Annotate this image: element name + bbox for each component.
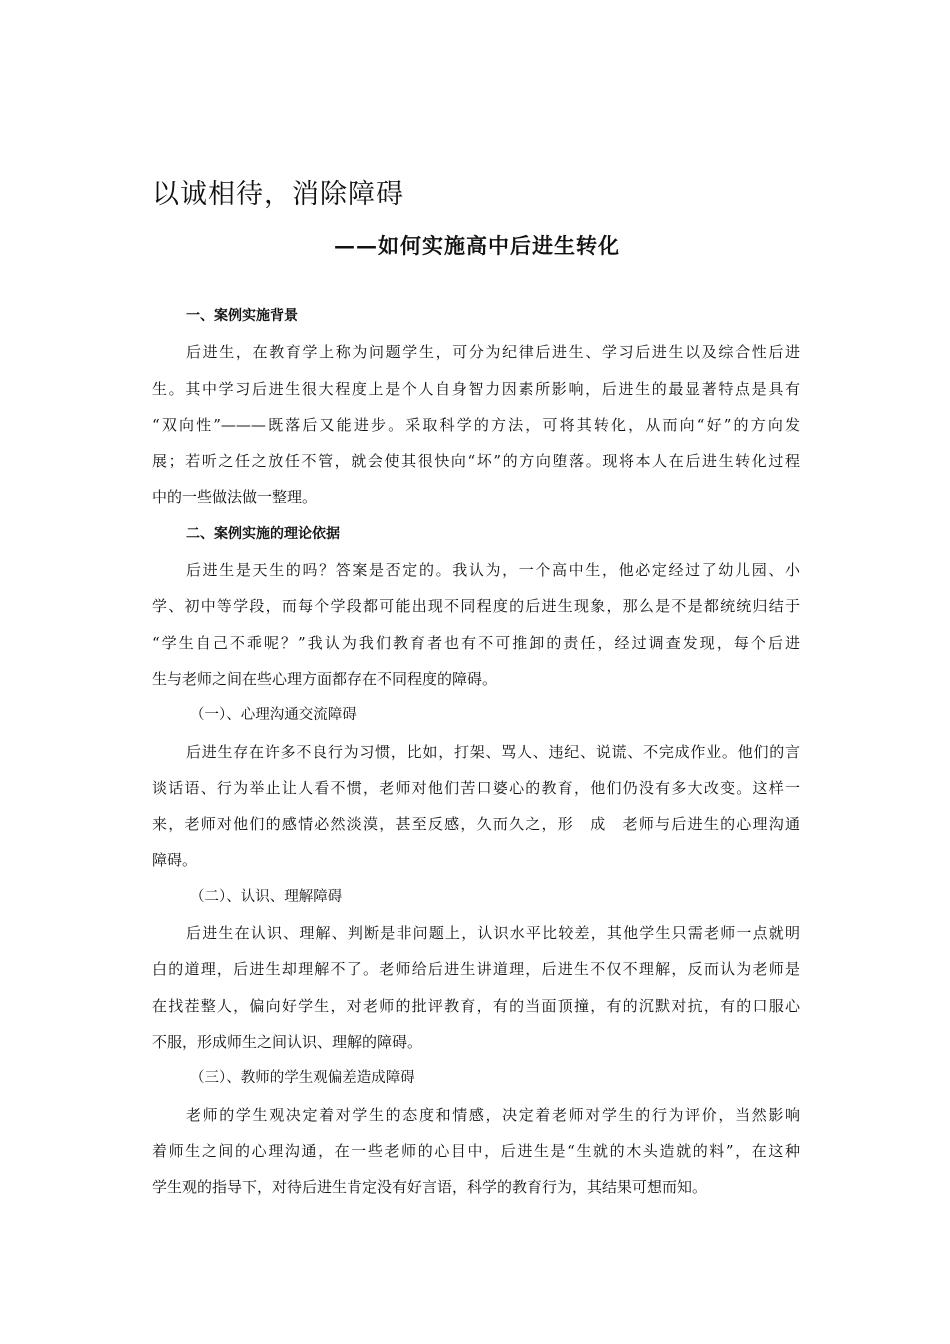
paragraph-line: 学、初中等学段，而每个学段都可能出现不同程度的后进生现象，那么是不是都统统归结于 [152,597,800,616]
section-heading: 二、案例实施的理论依据 [186,525,340,542]
paragraph-line: “学生自己不乖呢？”我认为我们教育者也有不可推卸的责任，经过调查发现，每个后进 [152,633,800,652]
paragraph-line: 白的道理，后进生却理解不了。老师给后进生讲道理，后进生不仅不理解，反而认为老师是 [152,960,800,979]
paragraph-line: 后进生是天生的吗？答案是否定的。我认为，一个高中生，他必定经过了幼儿园、小 [186,561,800,580]
paragraph-line: 来，老师对他们的感情必然淡漠，甚至反感，久而久之，形 成 老师与后进生的心理沟通 [152,815,800,834]
paragraph-line: 后进生，在教育学上称为问题学生，可分为纪律后进生、学习后进生以及综合性后进 [186,343,800,362]
paragraph-line: 生。其中学习后进生很大程度上是个人自身智力因素所影响，后进生的最显著特点是具有 [152,379,800,398]
paragraph-line: 在找茬整人，偏向好学生，对老师的批评教育，有的当面顶撞，有的沉默对抗，有的口服心 [152,996,800,1015]
paragraph-line: 后进生存在许多不良行为习惯，比如，打架、骂人、违纪、说谎、不完成作业。他们的言 [186,742,800,761]
paragraph-line: 学生观的指导下，对待后进生肯定没有好言语，科学的教育行为，其结果可想而知。 [152,1178,708,1197]
paragraph-line: 谈话语、行为举止让人看不惯，老师对他们苦口婆心的教育，他们仍没有多大改变。这样一 [152,778,800,797]
document-body [152,298,800,1205]
paragraph-line: 生与老师之间在些心理方面都存在不同程度的障碍。 [152,669,498,688]
subsection-heading: （一）、心理沟通交流障碍 [190,707,357,724]
paragraph-line: 老师的学生观决定着对学生的态度和情感，决定着老师对学生的行为评价，当然影响 [186,1105,800,1124]
subsection-heading: （三）、教师的学生观偏差造成障碍 [190,1070,415,1087]
document-subtitle: ——如何实施高中后进生转化 [334,233,620,258]
paragraph-line: 后进生在认识、理解、判断是非问题上，认识水平比较差，其他学生只需老师一点就明 [186,924,800,943]
paragraph-line: 中的一些做法做一整理。 [152,488,318,507]
document-title: 以诚相待，消除障碍 [152,179,404,210]
subsection-heading: （二）、认识、理解障碍 [190,888,343,905]
paragraph-line: “双向性”———既落后又能进步。采取科学的方法，可将其转化，从而向“好”的方向发 [152,415,800,434]
paragraph-line: 不服，形成师生之间认识、理解的障碍。 [152,1032,423,1051]
section-heading: 一、案例实施背景 [186,308,298,324]
paragraph-line: 障碍。 [152,851,198,870]
paragraph-line: 着师生之间的心理沟通，在一些老师的心目中，后进生是“生就的木头造就的料”，在这种 [152,1141,800,1160]
paragraph-line: 展；若听之任之放任不管，就会使其很快向“坏”的方向堕落。现将本人在后进生转化过程 [152,452,800,471]
